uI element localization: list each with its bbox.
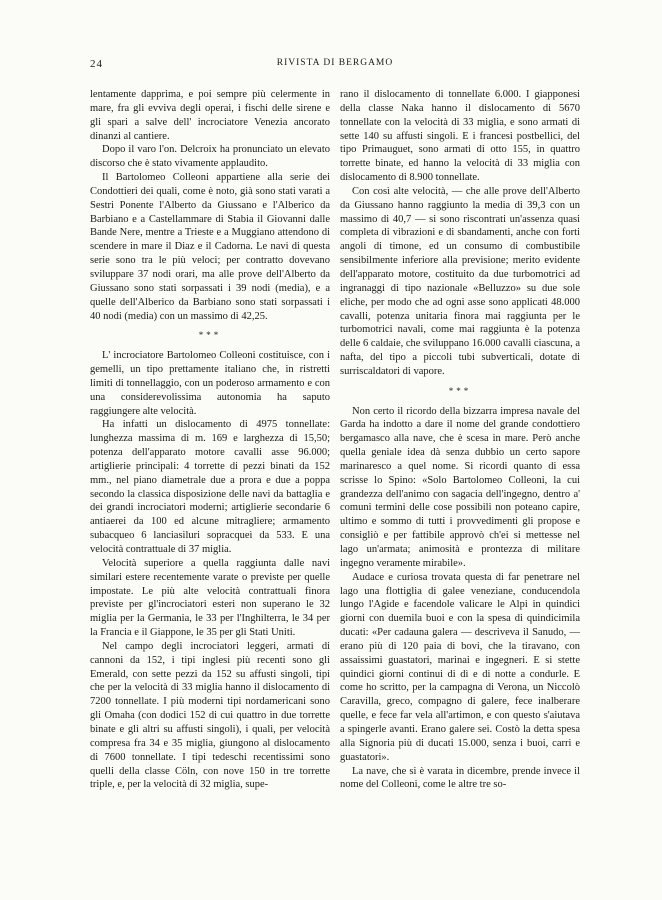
section-separator: *** — [448, 385, 472, 396]
paragraph: Con così alte velocità, — che alle prove dell'Alberto da Giussano hanno raggiunto la media di 39,3 con un massimo di 40,7 — si sono riscontrati un'assenza quasi completa di vibrazioni e di sbandamenti, anche con forti angoli di timone, ed un consumo di combustibile sensibilmente inferiore alla previsione; merito evidente dell'apparato motore, costituito da due turbomotrici ad ingranaggi di tipo nazionale «Belluzzo» su due sole eliche, per modo che ad ogni asse sono applicati 48.000 cavalli, potenza unitaria finora mai raggiunta per le turbomotrici navali, come mai raggiunta è la potenza delle 6 caldaie, che sviluppano 16.000 cavalli ciascuna, a nafta, del tipo a piccoli tubi subverticali, dotate di surriscaldatori di vapore. — [340, 185, 580, 377]
paragraph: La nave, che si è varata in dicembre, prende invece il nome del Colleoni, come le altre tre so- — [340, 765, 580, 791]
left-column — [90, 88, 330, 792]
paragraph: Audace e curiosa trovata questa di far penetrare nel lago una flottiglia di galee veneziane, conducendola lungo l'Agide e facendole valicare le Alpi in quindici giorni con duemila buoi e con la spesa di quindicimila ducati: «Per cadauna galera — descriveva il Sanudo, — erano più di 120 paia di bovi, che la tiravano, con assaissimi guastatori, marinai e ingegneri. E si stette quindici giorni continui di dì e di notte a condurle. E come ho scritto, per la campagna di Verona, un Niccolò Caravilla, greco, compagno di galere, fece inalberare quelle, e fece far vela all'artimon, e con questo s'aiutava a spingerle avanti. Erano galere sei. Costò la detta spesa alla Signoria più di ducati 15.000, senza i buoi, carri e guastatori». — [340, 571, 580, 763]
paragraph: Il Bartolomeo Colleoni appartiene alla serie dei Condottieri dei quali, come è noto, già sono stati varati a Sestri Ponente l'Alberto da Giussano e l'Alberico da Barbiano e a Castellammare di Stabia il Giovanni dalle Bande Nere, mentre a Trieste e a Muggiano attendono di scendere in mare il Diaz e il Cadorna. Le navi di questa serie sono tra le più veloci; per contratto dovevano sviluppare 37 nodi orari, ma alle prove dell'Alberto da Giussano sono stati sorpassati i 39 nodi (media), e a quelle dell'Alberico da Barbiano sono stati sorpassati i 40 nodi (media) con un massimo di 42,25. — [90, 172, 330, 322]
right-column — [340, 88, 580, 792]
paragraph: rano il dislocamento di tonnellate 6.000. I giapponesi della classe Naka hanno il dislocamento di 5670 tonnellate con la velocità di 33 miglia, e sono armati di sette 140 su affusti singoli. E i francesi postbellici, del tipo Primauguet, sono armati di otto 155, in quattro torrette binate, ed hanno la velocità di 33 miglia con dislocamento di 8.900 tonnellate. — [340, 89, 580, 184]
paragraph: Velocità superiore a quella raggiunta dalle navi similari estere recentemente varate o previste per quelle impostate. Le più alte velocità contrattuali finora previste per gl'incrociatori esteri non superano le 32 miglia per la Germania, le 33 per l'Inghilterra, le 34 per la Francia e il Giappone, le 35 per gli Stati Uniti. — [90, 557, 330, 639]
page-header — [90, 58, 580, 74]
paragraph: Ha infatti un dislocamento di 4975 tonnellate: lunghezza massima di m. 169 e larghezza di 15,50; potenza dell'apparato motore cavalli asse 96.000; artiglierie principali: 4 torrette di pezzi binati da 152 mm., nel piano diametrale due a prora e due a poppa secondo la classica disposizione delle navi da battaglia e dei grandi incrociatori moderni; artiglierie secondarie 6 antiaerei da 100 ed alcune mitragliere; armamento subacqueo 6 lanciasiluri sopracqueì da 533. E una velocità contrattuale di 37 miglia. — [90, 419, 330, 555]
section-separator: *** — [198, 330, 222, 341]
running-head: RIVISTA DI BERGAMO — [276, 58, 394, 68]
paragraph: Nel campo degli incrociatori leggeri, armati di cannoni da 152, i tipi inglesi più recenti sono gli Emerald, con sette pezzi da 152 su affusti singoli, tipi che per la velocità di 33 miglia hanno il dislocamento di 7200 tonnellate. I più moderni tipi nordamericani sono gli Omaha (con dodici 152 di cui quattro in due torrette binate e gli altri su affusti singoli), i quali, per velocità compresa fra 34 e 35 miglia, giungono al dislocamento di 7600 tonnellate. I tipi tedeschi recentissimi sono quelli della classe Cöln, con nove 150 in tre torrette triple, e, per la velocità di 32 miglia, supe- — [90, 640, 330, 791]
paragraph: L' incrociatore Bartolomeo Colleoni costituisce, con i gemelli, un tipo prettamente italiano che, in ristretti limiti di tonnellaggio, con un poderoso armamento e con una considerevolissima autonomia ha saputo raggiungere alte velocità. — [90, 350, 330, 417]
page-number: 24 — [90, 58, 103, 70]
paragraph: Dopo il varo l'on. Delcroix ha pronunciato un elevato discorso che è stato vivamente applaudito. — [90, 144, 330, 170]
paragraph: lentamente dapprima, e poi sempre più celermente in mare, fra gli evviva degli operai, i fischi delle sirene e gli spari a salve dell' incrociatore Venezia ancorato dinanzi al cantiere. — [90, 89, 330, 142]
paragraph: Non certo il ricordo della bizzarra impresa navale del Garda ha indotto a dare il nome del grande condottiero bergamasco alla nave, che è scesa in mare. Però anche quella geniale idea dà senza dubbio un certo sapore marinaresco a quel nome. Si ricordi quanto di essa scrisse lo Spino: «Solo Bartolomeo Colleoni, la cui grandezza dell'animo con sagacia dell'ingegno, dentro a' comuni termini delle cose possibili non poteano capire, ultimo e sommo di tutti i provvedimenti gli propose e consigliò e per fattibile approvò ch'ei si mettesse nel lago un'armata; animosità e prontezza di militare ingegno veramente mirabile». — [340, 405, 580, 569]
